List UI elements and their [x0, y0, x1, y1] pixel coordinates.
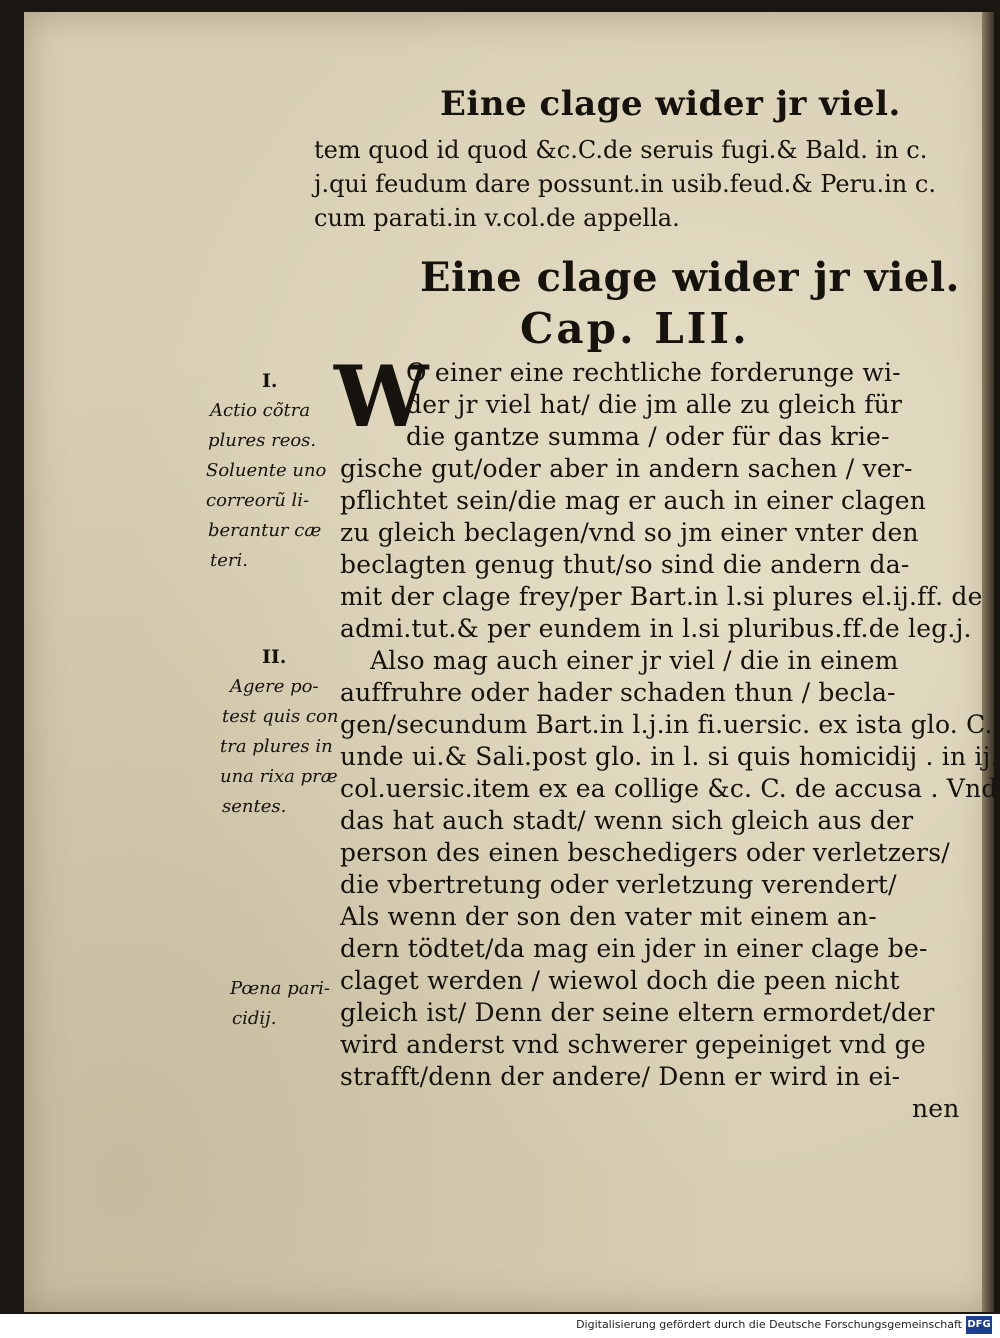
- body-line: wird anderst vnd schwerer gepeiniget vnd ge: [340, 1030, 926, 1059]
- body-line: pflichtet sein/die mag er auch in einer clagen: [340, 486, 927, 515]
- body-line: das hat auch stadt/ wenn sich gleich aus der: [340, 806, 914, 835]
- book-gutter: [982, 12, 994, 1312]
- body-line: person des einen beschedigers oder verletzers/: [340, 838, 950, 867]
- margin-note-line: plures reos.: [208, 430, 317, 451]
- body-line: strafft/denn der andere/ Denn er wird in ei-: [340, 1062, 901, 1091]
- body-line: zu gleich beclagen/vnd so jm einer vnter den: [340, 518, 919, 547]
- margin-note-line: test quis con: [222, 706, 339, 727]
- chapter-title: Eine clage wider jr viel.: [420, 254, 960, 301]
- body-line: nen: [912, 1094, 960, 1123]
- margin-note-line: Actio cõtra: [210, 400, 311, 421]
- dfg-logo-icon: DFG: [966, 1316, 992, 1334]
- margin-note-number: II.: [262, 646, 287, 668]
- body-line: gische gut/oder aber in andern sachen / ver-: [340, 454, 913, 483]
- continuation-line: j.qui feudum dare possunt.in usib.feud.& Peru.in c.: [314, 170, 936, 198]
- body-line: die gantze summa / oder für das krie-: [406, 422, 890, 451]
- margin-note-line: una rixa præ: [220, 766, 338, 787]
- margin-note-number: I.: [262, 370, 278, 392]
- body-line: unde ui.& Sali.post glo. in l. si quis homicidij . in ij.: [340, 742, 999, 771]
- body-line: Als wenn der son den vater mit einem an-: [340, 902, 877, 931]
- body-line: mit der clage frey/per Bart.in l.si plures el.ij.ff. de: [340, 582, 983, 611]
- body-line: der jr viel hat/ die jm alle zu gleich für: [406, 390, 903, 419]
- body-line: auffruhre oder hader schaden thun / becla-: [340, 678, 896, 707]
- margin-note-line: cidij.: [232, 1008, 277, 1029]
- margin-note-line: sentes.: [222, 796, 287, 817]
- body-line: dern tödtet/da mag ein jder in einer clage be-: [340, 934, 928, 963]
- margin-note-line: tra plures in: [220, 736, 333, 757]
- body-line: admi.tut.& per eundem in l.si pluribus.ff.de leg.j.: [340, 614, 972, 643]
- funding-credit: Digitalisierung gefördert durch die Deutsche Forschungsgemeinschaft: [576, 1318, 962, 1331]
- decorated-initial: W: [334, 347, 429, 446]
- continuation-line: cum parati.in v.col.de appella.: [314, 204, 680, 232]
- body-line: gen/secundum Bart.in l.j.in fi.uersic. ex ista glo. C.: [340, 710, 993, 739]
- margin-note-line: Soluente uno: [206, 460, 327, 481]
- chapter-number: Cap. LII.: [520, 304, 750, 353]
- body-line: O einer eine rechtliche forderunge wi-: [406, 358, 901, 387]
- margin-note-line: Pœna pari-: [230, 978, 330, 999]
- margin-note-line: correorũ li-: [206, 490, 310, 511]
- margin-note-line: teri.: [210, 550, 248, 571]
- body-line: gleich ist/ Denn der seine eltern ermordet/der: [340, 998, 935, 1027]
- body-line: beclagten genug thut/so sind die andern da-: [340, 550, 910, 579]
- body-line: claget werden / wiewol doch die peen nicht: [340, 966, 900, 995]
- body-line: die vbertretung oder verletzung verendert/: [340, 870, 897, 899]
- body-line: Also mag auch einer jr viel / die in einem: [370, 646, 899, 675]
- body-line: col.uersic.item ex ea collige &c. C. de accusa . Vnd: [340, 774, 998, 803]
- continuation-line: tem quod id quod &c.C.de seruis fugi.& Bald. in c.: [314, 136, 928, 164]
- margin-note-line: Agere po-: [230, 676, 319, 697]
- running-head: Eine clage wider jr viel.: [440, 84, 901, 124]
- margin-note-line: berantur cæ: [208, 520, 322, 541]
